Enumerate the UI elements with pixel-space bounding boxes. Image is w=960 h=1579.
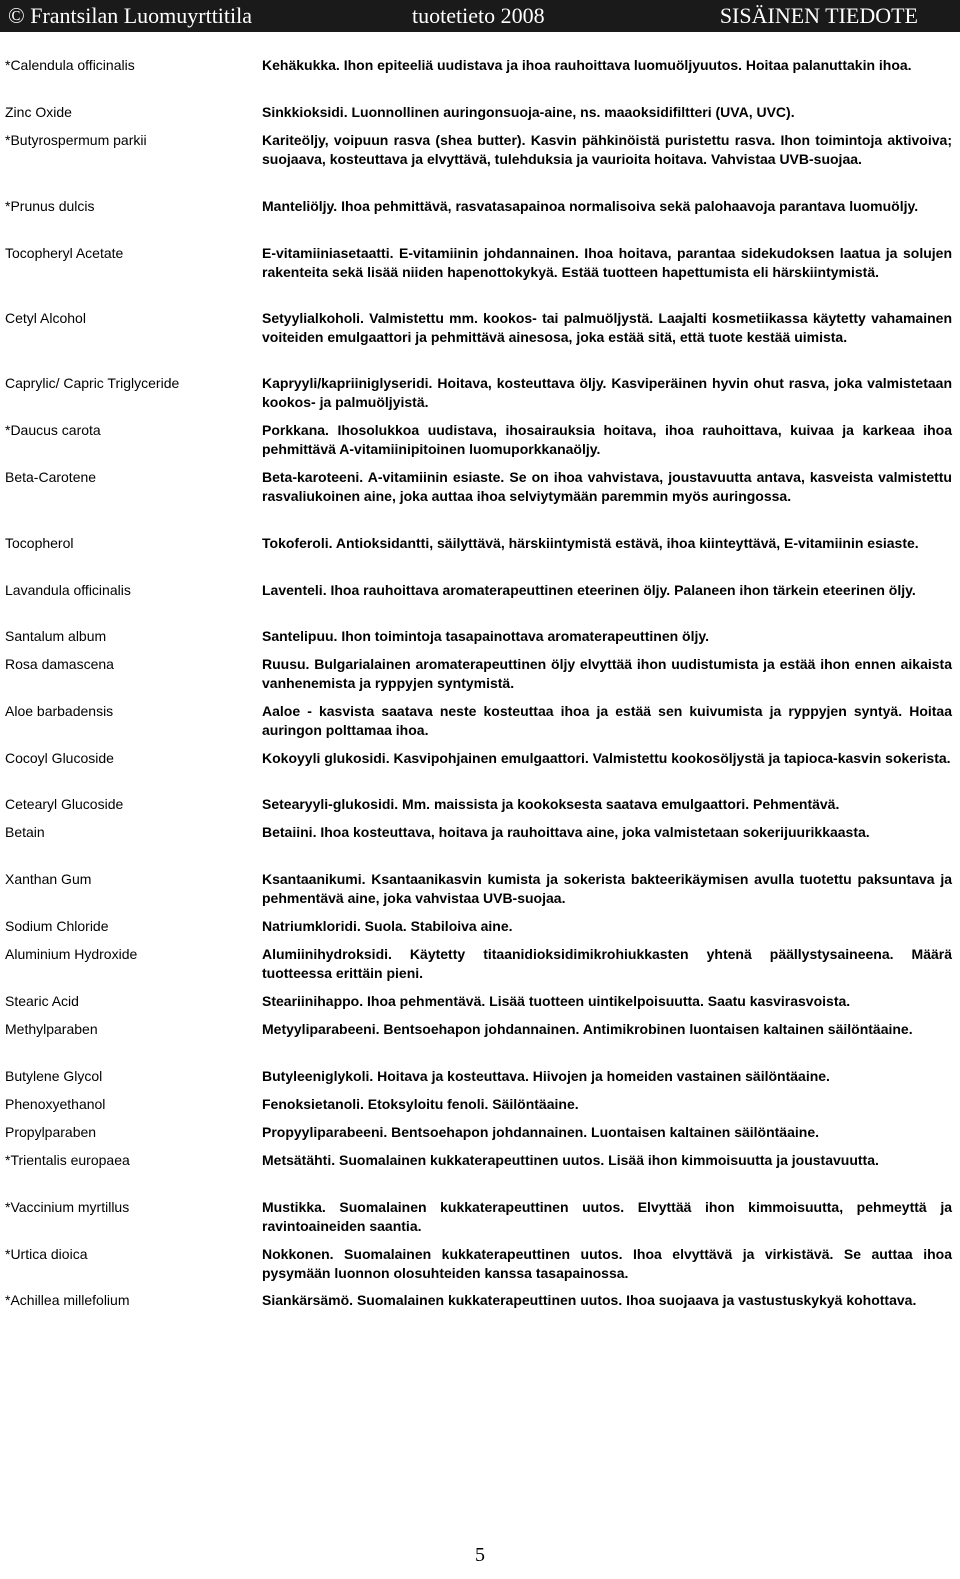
ingredient-description: Setyylialkoholi. Valmistettu mm. kookos- tai palmuöljystä. Laajalti kosmetiikassa käytetty vahamainen voiteiden emulgaattori ja pehmittävä ainesosa, joka estää sitä, että tuote kestää uimista.: [262, 310, 952, 345]
ingredient-name: Phenoxyethanol: [5, 1096, 106, 1112]
ingredient-description: Kariteöljy, voipuun rasva (shea butter). Kasvin pähkinöistä puristettu rasva. Ihon toimintoja aktivoiva; suojaava, kosteuttava ja elvyttävä, tulehduksia ja vaurioita hoitava. Vahvistaa UVB-suojaa.: [262, 132, 952, 167]
ingredient-description: Steariinihappo. Ihoa pehmentävä. Lisää tuotteen uintikelpoisuutta. Saatu kasvirasvoista.: [262, 993, 851, 1009]
ingredient-description: Mustikka. Suomalainen kukkaterapeuttinen uutos. Elvyttää ihon kimmoisuutta, pehmeyttä ja ravintoaineiden saantia.: [262, 1199, 952, 1234]
ingredient-row: [0, 374, 952, 412]
ingredient-description: Manteliöljy. Ihoa pehmittävä, rasvatasapainoa normalisoiva sekä palohaavoja parantava luomuöljy.: [262, 198, 919, 214]
ingredient-row: [0, 1020, 952, 1039]
ingredient-row: [0, 655, 952, 693]
ingredient-description: Porkkana. Ihosolukkoa uudistava, ihosairauksia hoitava, ihoa rauhoittava, kuivaa ja karkeaa ihoa pehmittävä A-vitamiinipitoinen luomuporkkanaöljy.: [262, 422, 952, 457]
ingredient-name: *Urtica dioica: [5, 1246, 88, 1262]
ingredient-name: Tocopheryl Acetate: [5, 245, 124, 261]
ingredient-row: [0, 1291, 952, 1310]
document-title: tuotetieto 2008: [412, 3, 545, 28]
ingredient-name: Cetyl Alcohol: [5, 310, 86, 326]
ingredient-description: Kehäkukka. Ihon epiteeliä uudistava ja ihoa rauhoittava luomuöljyuutos. Hoitaa palanuttakin ihoa.: [262, 57, 912, 73]
ingredient-name: Stearic Acid: [5, 993, 79, 1009]
ingredient-row: [0, 1067, 952, 1086]
company-name: © Frantsilan Luomuyrttitila: [8, 3, 253, 28]
ingredient-description: Setearyyli-glukosidi. Mm. maissista ja kookoksesta saatava emulgaattori. Pehmentävä.: [262, 796, 840, 812]
page-number: 5: [475, 1544, 485, 1566]
ingredient-description: Tokoferoli. Antioksidantti, säilyttävä, härskiintymistä estävä, ihoa kiinteyttävä, E-vitamiinin esiaste.: [262, 535, 919, 551]
ingredient-description: Laventeli. Ihoa rauhoittava aromaterapeuttinen eteerinen öljy. Palaneen ihon tärkein eteerinen öljy.: [262, 582, 916, 598]
ingredient-name: Aloe barbadensis: [5, 703, 114, 719]
ingredient-name: Sodium Chloride: [5, 918, 109, 934]
ingredient-name: Lavandula officinalis: [5, 582, 131, 598]
ingredient-row: [0, 309, 952, 347]
ingredient-row: [0, 131, 952, 169]
ingredient-row: [0, 534, 952, 553]
ingredient-row: [0, 795, 952, 814]
ingredient-row: [0, 1151, 952, 1170]
ingredient-row: [0, 917, 952, 936]
ingredient-description: Siankärsämö. Suomalainen kukkaterapeuttinen uutos. Ihoa suojaava ja vastustuskykyä kohottava.: [262, 1292, 917, 1308]
ingredient-description: Natriumkloridi. Suola. Stabiloiva aine.: [262, 918, 513, 934]
ingredient-description: Sinkkioksidi. Luonnollinen auringonsuoja-aine, ns. maaoksidifiltteri (UVA, UVC).: [262, 104, 795, 120]
ingredient-row: [0, 103, 952, 122]
ingredient-description: Metyyliparabeeni. Bentsoehapon johdannainen. Antimikrobinen luontaisen kaltainen säilöntäaine.: [262, 1021, 913, 1037]
ingredient-row: [0, 627, 952, 646]
ingredient-name: *Achillea millefolium: [5, 1292, 130, 1308]
ingredient-name: *Trientalis europaea: [5, 1152, 130, 1168]
ingredient-description: Aaloe - kasvista saatava neste kosteuttaa ihoa ja estää sen kuivumista ja ryppyjen syntyä. Hoitaa auringon polttamaa ihoa.: [262, 703, 952, 738]
ingredient-name: Tocopherol: [5, 535, 74, 551]
ingredient-description: Ksantaanikumi. Ksantaanikasvin kumista ja sokerista bakteerikäymisen avulla tuotettu paksuntava ja pehmentävä aine, joka vahvistaa UVB-suojaa.: [262, 871, 952, 906]
ingredient-row: [0, 870, 952, 908]
ingredient-name: Xanthan Gum: [5, 871, 92, 887]
ingredient-description: Ruusu. Bulgarialainen aromaterapeuttinen öljy elvyttää ihon uudistumista ja estää ihon ennen aikaista vanhenemista ja ryppyjen syntymistä.: [262, 656, 952, 691]
ingredient-row: [0, 823, 952, 842]
ingredient-row: [0, 468, 952, 506]
ingredient-name: Butylene Glycol: [5, 1068, 103, 1084]
ingredient-description: E-vitamiiniasetaatti. E-vitamiinin johdannainen. Ihoa hoitava, parantaa sidekudoksen laatua ja solujen rakenteita sekä lisää niiden hapenottokykyä. Estää tuotteen hapettumista eli härskiintymistä.: [262, 245, 952, 280]
ingredient-row: [0, 1198, 952, 1236]
ingredient-row: [0, 1095, 952, 1114]
ingredient-row: [0, 244, 952, 282]
ingredient-name: *Vaccinium myrtillus: [5, 1199, 130, 1215]
ingredient-row: [0, 702, 952, 740]
ingredient-name: Beta-Carotene: [5, 469, 97, 485]
ingredient-name: *Daucus carota: [5, 422, 101, 438]
ingredient-row: [0, 581, 952, 600]
ingredient-name: Aluminium Hydroxide: [5, 946, 138, 962]
ingredient-name: *Butyrospermum parkii: [5, 132, 147, 148]
ingredient-row: [0, 749, 952, 768]
page-header: [0, 0, 960, 32]
ingredient-name: Propylparaben: [5, 1124, 97, 1140]
ingredient-row: [0, 1245, 952, 1283]
ingredient-name: Rosa damascena: [5, 656, 114, 672]
ingredient-row: [0, 56, 952, 75]
ingredient-description: Nokkonen. Suomalainen kukkaterapeuttinen uutos. Ihoa elvyttävä ja virkistävä. Se auttaa ihoa pysymään luonnon olosuhteiden kanssa tasapainossa.: [262, 1246, 952, 1281]
ingredient-description: Betaiini. Ihoa kosteuttava, hoitava ja rauhoittava aine, joka valmistetaan sokerijuurikkaasta.: [262, 824, 870, 840]
ingredient-description: Butyleeniglykoli. Hoitava ja kosteuttava. Hiivojen ja homeiden vastainen säilöntäaine.: [262, 1068, 830, 1084]
ingredient-name: Zinc Oxide: [5, 104, 72, 120]
ingredient-name: *Prunus dulcis: [5, 198, 95, 214]
ingredient-description: Kapryyli/kapriiniglyseridi. Hoitava, kosteuttava öljy. Kasviperäinen hyvin ohut rasva, joka valmistetaan kookos- ja palmuöljyistä.: [262, 375, 952, 410]
ingredient-row: [0, 992, 952, 1011]
ingredient-row: [0, 421, 952, 459]
classification-label: SISÄINEN TIEDOTE: [719, 3, 918, 28]
ingredient-description: Kokoyyli glukosidi. Kasvipohjainen emulgaattori. Valmistettu kookosöljystä ja tapioca-kasvin sokerista.: [262, 750, 951, 766]
ingredient-name: Caprylic/ Capric Triglyceride: [5, 375, 180, 391]
ingredient-row: [0, 197, 952, 216]
ingredient-name: *Calendula officinalis: [5, 57, 135, 73]
ingredient-name: Cocoyl Glucoside: [5, 750, 114, 766]
ingredient-row: [0, 945, 952, 983]
ingredient-description: Beta-karoteeni. A-vitamiinin esiaste. Se on ihoa vahvistava, joustavuutta antava, kasveista valmistettu rasvaliukoinen aine, joka auttaa ihoa selviytymään paremmin myös auringossa.: [262, 469, 952, 504]
ingredient-name: Santalum album: [5, 628, 107, 644]
ingredient-description: Fenoksietanoli. Etoksyloitu fenoli. Säilöntäaine.: [262, 1096, 579, 1112]
ingredient-name: Cetearyl Glucoside: [5, 796, 124, 812]
ingredient-description: Metsätähti. Suomalainen kukkaterapeuttinen uutos. Lisää ihon kimmoisuutta ja joustavuutta.: [262, 1152, 879, 1168]
ingredient-row: [0, 1123, 952, 1142]
ingredient-name: Methylparaben: [5, 1021, 98, 1037]
ingredient-description: Santelipuu. Ihon toimintoja tasapainottava aromaterapeuttinen öljy.: [262, 628, 710, 644]
ingredient-description: Alumiinihydroksidi. Käytetty titaanidioksidimikrohiukkasten yhtenä päällystysaineena. Määrä tuotteessa erittäin pieni.: [262, 946, 952, 981]
ingredient-description: Propyyliparabeeni. Bentsoehapon johdannainen. Luontaisen kaltainen säilöntäaine.: [262, 1124, 819, 1140]
ingredient-name: Betain: [5, 824, 45, 840]
